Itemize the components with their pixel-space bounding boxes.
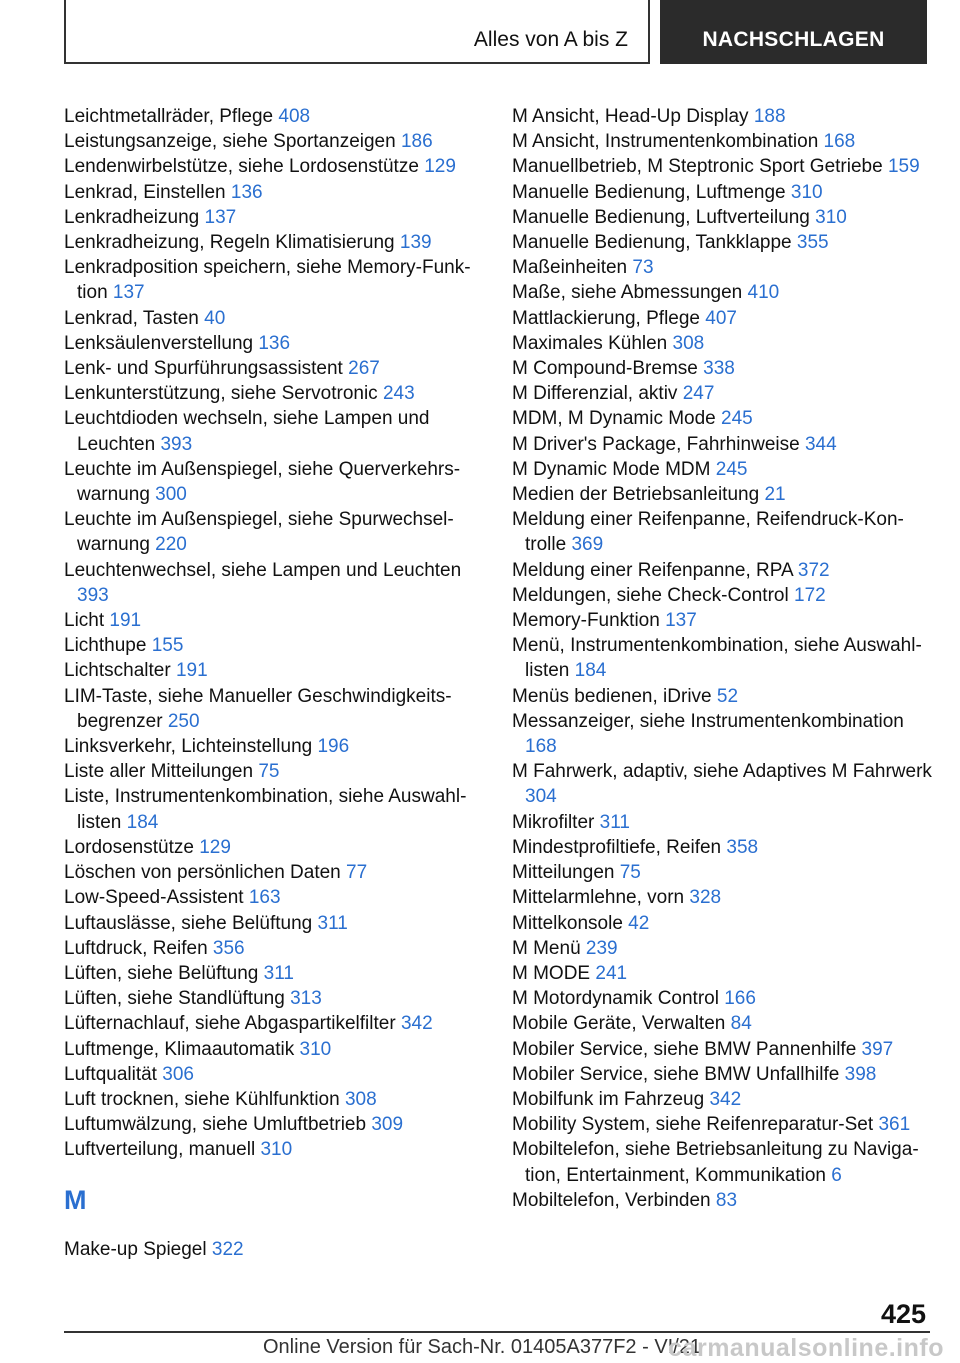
- index-entry: [64, 1087, 484, 1112]
- page-link[interactable]: 137: [665, 610, 697, 632]
- page-link[interactable]: 393: [160, 433, 193, 455]
- index-entry: [512, 1062, 932, 1087]
- index-entry: [64, 759, 484, 784]
- page-link[interactable]: 342: [400, 1013, 433, 1035]
- page-link[interactable]: 239: [585, 937, 618, 959]
- index-entry: [64, 154, 484, 179]
- index-entry: [64, 255, 484, 305]
- index-entry: [512, 936, 932, 961]
- index-entry: [512, 583, 932, 608]
- index-entry: [512, 255, 932, 280]
- page-link[interactable]: 344: [804, 433, 837, 455]
- index-entry: [64, 1011, 484, 1036]
- index-entry: [512, 129, 932, 154]
- index-entry-text: Lenkradheizung: [64, 206, 200, 228]
- page-link[interactable]: 397: [861, 1038, 894, 1060]
- index-entry: [64, 835, 484, 860]
- page-link[interactable]: 308: [344, 1088, 377, 1110]
- page-link[interactable]: 42: [628, 912, 650, 934]
- index-entry-text: Luftmenge, Klimaautomatik: [64, 1038, 295, 1060]
- page-link[interactable]: 310: [815, 206, 847, 228]
- index-entry-text: M Dynamic Mode MDM: [512, 458, 711, 480]
- page-link[interactable]: 313: [290, 988, 322, 1010]
- page-link[interactable]: 247: [682, 383, 715, 405]
- index-entry: [64, 205, 484, 230]
- page-link[interactable]: 322: [211, 1238, 244, 1260]
- index-entry: [64, 1062, 484, 1087]
- index-entry-text: Maßeinheiten: [512, 257, 628, 279]
- index-entry-text: Leuchte im Außenspiegel, siehe Spurwechselwarnung: [64, 509, 454, 556]
- index-entry: [64, 356, 484, 381]
- index-entry: [512, 608, 932, 633]
- index-entry: [512, 457, 932, 482]
- page-link[interactable]: 306: [162, 1063, 194, 1085]
- index-entry-text: Mittelkonsole: [512, 912, 623, 934]
- index-entry: [64, 558, 484, 608]
- page-link[interactable]: 410: [747, 282, 780, 304]
- index-entry: [512, 1037, 932, 1062]
- index-entry: [512, 810, 932, 835]
- page-link[interactable]: 184: [574, 660, 607, 682]
- page-link[interactable]: 75: [619, 862, 641, 884]
- index-entry-text: Leuchtenwechsel, siehe Lampen und Leuchten: [64, 559, 462, 581]
- index-entry-text: M Driver's Package, Fahrhinweise: [512, 433, 800, 455]
- index-entry-text: Lichthupe: [64, 635, 147, 657]
- index-entry-text: Lenkrad, Tasten: [64, 307, 199, 329]
- index-entry: [64, 1237, 484, 1262]
- index-entry-text: Luftverteilung, manuell: [64, 1139, 256, 1161]
- index-entry: [64, 507, 484, 557]
- index-entry-text: Leuchte im Außenspiegel, siehe Querverkehrswarnung: [64, 458, 461, 506]
- page-link[interactable]: 310: [790, 181, 823, 203]
- section-title: Alles von A bis Z: [473, 28, 628, 51]
- index-entry-text: Mobiler Service, siehe BMW Unfallhilfe: [512, 1063, 840, 1085]
- index-entry: [512, 482, 932, 507]
- index-entry-text: M Ansicht, Instrumentenkombination: [512, 131, 819, 153]
- index-entry: [64, 457, 484, 507]
- index-entry-text: M Motordynamik Control: [512, 988, 719, 1010]
- page-link[interactable]: 40: [204, 307, 226, 329]
- page-link[interactable]: 407: [705, 307, 737, 329]
- index-entry-text: Mikrofilter: [512, 811, 595, 833]
- index-entry: [512, 1087, 932, 1112]
- page-link[interactable]: 137: [204, 206, 237, 228]
- index-list-left-m: [64, 1237, 484, 1262]
- page-link[interactable]: 308: [672, 332, 705, 354]
- index-entry: [64, 331, 484, 356]
- index-entry: [512, 885, 932, 910]
- page-link[interactable]: 196: [317, 736, 350, 758]
- index-entry-text: Leuchtdioden wechseln, siehe Lampen und Leuchten: [64, 408, 430, 455]
- page-link[interactable]: 136: [230, 181, 263, 203]
- index-entry-text: Liste, Instrumentenkombination, siehe Auswahllisten: [64, 786, 467, 833]
- index-entry-text: Lenk- und Spurführungsassistent: [64, 358, 343, 380]
- page-link[interactable]: 245: [715, 458, 748, 480]
- index-entry: [512, 180, 932, 205]
- index-entry: [512, 356, 932, 381]
- page-link[interactable]: 311: [263, 962, 294, 984]
- page-link[interactable]: 159: [887, 156, 920, 178]
- page-link[interactable]: 155: [151, 635, 184, 657]
- index-entry-text: Mobiltelefon, Verbinden: [512, 1189, 711, 1211]
- index-entry-text: Make-up Spiegel: [64, 1238, 207, 1260]
- page-link[interactable]: 166: [724, 988, 756, 1010]
- page-link[interactable]: 300: [155, 484, 187, 506]
- index-entry-text: Mobiltelefon, siehe Betriebsanleitung zu Navigation, Entertainment, Kommunikation: [512, 1139, 919, 1186]
- footer-text: Online Version für Sach-Nr. 01405A377F2 - VI/21: [263, 1336, 702, 1358]
- index-entry-text: Manuellbetrieb, M Steptronic Sport Getriebe: [512, 156, 883, 178]
- page-link[interactable]: 191: [109, 610, 142, 632]
- index-entry-text: Löschen von persönlichen Daten: [64, 862, 341, 884]
- header-tab[interactable]: [660, 0, 927, 64]
- index-entry-text: Lichtschalter: [64, 660, 171, 682]
- index-entry-text: Maße, siehe Abmessungen: [512, 282, 743, 304]
- index-entry: [64, 860, 484, 885]
- page-link[interactable]: 220: [155, 534, 187, 556]
- index-entry-text: Messanzeiger, siehe Instrumentenkombination: [512, 710, 904, 732]
- index-entry-text: Licht: [64, 610, 105, 632]
- page-link[interactable]: 393: [77, 584, 109, 606]
- page-link[interactable]: 75: [258, 761, 280, 783]
- page-number: 425: [880, 1299, 926, 1329]
- index-entry: [512, 104, 932, 129]
- page-link[interactable]: 250: [167, 710, 200, 732]
- index-entry: [512, 205, 932, 230]
- index-list-right: [512, 104, 932, 1213]
- index-entry: [64, 306, 484, 331]
- page-link[interactable]: 21: [764, 484, 786, 506]
- page-link[interactable]: 309: [371, 1114, 404, 1136]
- page-link[interactable]: 73: [632, 257, 654, 279]
- page-link[interactable]: 172: [794, 584, 826, 606]
- index-entry-text: Medien der Betriebsanleitung: [512, 484, 760, 506]
- index-entry: [512, 709, 932, 759]
- page-link[interactable]: 310: [299, 1038, 332, 1060]
- index-entry-text: Manuelle Bedienung, Luftmenge: [512, 181, 786, 203]
- index-entry: [64, 230, 484, 255]
- index-entry-text: Lordosenstütze: [64, 836, 194, 858]
- index-entry: [64, 180, 484, 205]
- index-entry: [64, 633, 484, 658]
- page-link[interactable]: 129: [199, 836, 231, 858]
- index-entry: [64, 961, 484, 986]
- index-entry-text: M Menü: [512, 937, 581, 959]
- page-link[interactable]: 338: [703, 358, 735, 380]
- index-entry: [64, 936, 484, 961]
- index-entry: [512, 911, 932, 936]
- page-header: [64, 0, 927, 64]
- page-link[interactable]: 361: [878, 1114, 911, 1136]
- page-link[interactable]: 355: [796, 232, 829, 254]
- index-entry: [512, 432, 932, 457]
- index-entry-text: M Differenzial, aktiv: [512, 383, 678, 405]
- index-entry-text: Manuelle Bedienung, Luftverteilung: [512, 206, 810, 228]
- index-entry-text: Menü, Instrumentenkombination, siehe Auswahllisten: [512, 635, 922, 682]
- index-entry: [64, 885, 484, 910]
- page-link[interactable]: 184: [126, 811, 159, 833]
- index-entry: [512, 961, 932, 986]
- page-link[interactable]: 84: [730, 1013, 752, 1035]
- index-entry-text: Lenkradheizung, Regeln Klimatisierung: [64, 232, 395, 254]
- page-link[interactable]: 304: [525, 786, 557, 808]
- index-entry: [512, 633, 932, 683]
- index-entry: [512, 331, 932, 356]
- page-link[interactable]: 311: [317, 912, 348, 934]
- index-entry-text: Memory-Funktion: [512, 610, 660, 632]
- index-entry-text: Luftdruck, Reifen: [64, 937, 208, 959]
- index-entry-text: M Fahrwerk, adaptiv, siehe Adaptives M Fahrwerk: [512, 761, 932, 783]
- index-entry: [64, 986, 484, 1011]
- page-link[interactable]: 83: [715, 1189, 738, 1211]
- index-entry-text: Lüften, siehe Standlüftung: [64, 988, 285, 1010]
- index-entry: [512, 860, 932, 885]
- page-link[interactable]: 163: [248, 887, 281, 909]
- index-entry-text: Mittelarmlehne, vorn: [512, 887, 685, 909]
- index-entry: [512, 306, 932, 331]
- index-entry: [64, 406, 484, 456]
- index-entry-text: LIM-Taste, siehe Manueller Geschwindigkeitsbegrenzer: [64, 685, 452, 732]
- index-entry: [512, 1188, 932, 1213]
- index-entry: [512, 1011, 932, 1036]
- index-entry-text: Luftqualität: [64, 1063, 157, 1085]
- page-link[interactable]: 358: [726, 836, 759, 858]
- index-entry-text: Mobility System, siehe Reifenreparatur-Set: [512, 1114, 874, 1136]
- tab-label[interactable]: NACHSCHLAGEN: [702, 28, 885, 51]
- index-entry-text: Mobile Geräte, Verwalten: [512, 1013, 726, 1035]
- page-link[interactable]: 369: [571, 534, 604, 556]
- page-link[interactable]: 398: [844, 1063, 877, 1085]
- index-entry: [512, 280, 932, 305]
- index-entry-text: Leichtmetallräder, Pflege: [64, 106, 274, 127]
- footer-divider: [64, 1331, 930, 1333]
- page-link[interactable]: 77: [346, 862, 368, 884]
- index-entry-text: M Ansicht, Head-Up Display: [512, 106, 749, 127]
- index-entry: [64, 784, 484, 834]
- index-entry: [512, 835, 932, 860]
- page-link[interactable]: 191: [175, 660, 208, 682]
- index-entry: [512, 759, 932, 809]
- index-entry-text: Lenksäulenverstellung: [64, 332, 254, 354]
- index-entry: [64, 911, 484, 936]
- index-entry-text: Meldung einer Reifenpanne, Reifendruck-Kontrolle: [512, 509, 904, 556]
- page-link[interactable]: 137: [112, 282, 145, 304]
- index-entry-text: Meldung einer Reifenpanne, RPA: [512, 559, 793, 581]
- index-entry-text: Mitteilungen: [512, 862, 615, 884]
- index-entry: [512, 507, 932, 557]
- index-entry-text: M Compound-Bremse: [512, 358, 698, 380]
- index-entry-text: Linksverkehr, Lichteinstellung: [64, 736, 313, 758]
- index-entry: [512, 1112, 932, 1137]
- page-link[interactable]: 311: [599, 811, 630, 833]
- page-link[interactable]: 168: [525, 736, 557, 758]
- index-entry-text: Mindestprofiltiefe, Reifen: [512, 836, 722, 858]
- index-entry-text: Luftauslässe, siehe Belüftung: [64, 912, 313, 934]
- index-entry-text: Lüfternachlauf, siehe Abgaspartikelfilter: [64, 1013, 396, 1035]
- page-link[interactable]: 372: [797, 559, 830, 581]
- page-link[interactable]: 342: [709, 1088, 742, 1110]
- index-entry: [64, 608, 484, 633]
- index-entry: [512, 684, 932, 709]
- index-entry: [512, 230, 932, 255]
- index-entry-text: Menüs bedienen, iDrive: [512, 685, 712, 707]
- index-entry-text: Liste aller Mitteilungen: [64, 761, 254, 783]
- index-entry-text: Luftumwälzung, siehe Umluftbetrieb: [64, 1114, 367, 1136]
- index-entry: [64, 381, 484, 406]
- index-entry-text: Lüften, siehe Belüftung: [64, 962, 259, 984]
- index-entry-text: Mobiler Service, siehe BMW Pannenhilfe: [512, 1038, 857, 1060]
- index-entry-text: Mattlackierung, Pflege: [512, 307, 700, 329]
- index-entry-text: Leistungsanzeige, siehe Sportanzeigen: [64, 131, 396, 153]
- page-link[interactable]: 328: [689, 887, 722, 909]
- page-link[interactable]: 408: [278, 106, 311, 127]
- index-entry-text: Lendenwirbelstütze, siehe Lordosenstütze: [64, 156, 419, 178]
- index-entry-text: Lenkrad, Einstellen: [64, 181, 226, 203]
- index-entry-text: MDM, M Dynamic Mode: [512, 408, 716, 430]
- index-entry-text: Manuelle Bedienung, Tankklappe: [512, 232, 792, 254]
- index-entry: [64, 684, 484, 734]
- index-entry: [64, 1037, 484, 1062]
- index-entry-text: Lenkradposition speichern, siehe Memory-Funktion: [64, 257, 471, 304]
- page-link[interactable]: 188: [753, 106, 786, 127]
- page-link[interactable]: 136: [258, 332, 291, 354]
- index-entry-text: Meldungen, siehe Check-Control: [512, 584, 789, 606]
- index-entry: [512, 558, 932, 583]
- page-link[interactable]: 310: [260, 1139, 293, 1161]
- page-link[interactable]: 356: [212, 937, 245, 959]
- index-entry: [512, 406, 932, 431]
- page-link[interactable]: 243: [382, 383, 415, 405]
- watermark: carmanualsonline.info: [668, 1334, 944, 1362]
- section-letter: M: [64, 1184, 87, 1215]
- page-link[interactable]: 245: [721, 408, 753, 430]
- index-list-left: [64, 104, 484, 1163]
- page-link[interactable]: 168: [823, 131, 856, 153]
- index-entry: [512, 154, 932, 179]
- page-link[interactable]: 186: [400, 131, 433, 153]
- index-entry: [512, 986, 932, 1011]
- index-entry: [64, 104, 484, 129]
- index-column-right: [512, 104, 932, 1213]
- index-entry-text: Mobilfunk im Fahrzeug: [512, 1088, 705, 1110]
- index-entry-text: Maximales Kühlen: [512, 332, 668, 354]
- index-entry-text: Lenkunterstützung, siehe Servotronic: [64, 383, 378, 405]
- page-link[interactable]: 139: [399, 232, 432, 254]
- header-section-box: [64, 0, 650, 64]
- page-link[interactable]: 6: [831, 1164, 842, 1186]
- index-column-left: [64, 104, 484, 1262]
- index-entry: [512, 1137, 932, 1187]
- index-entry-text: Luft trocknen, siehe Kühlfunktion: [64, 1088, 340, 1110]
- index-entry: [64, 734, 484, 759]
- index-entry-text: M MODE: [512, 962, 591, 984]
- page-link[interactable]: 129: [424, 156, 456, 178]
- page-link[interactable]: 241: [595, 962, 628, 984]
- page-link[interactable]: 267: [348, 358, 380, 380]
- index-entry: [64, 1137, 484, 1162]
- page-link[interactable]: 52: [716, 685, 739, 707]
- index-entry: [64, 1112, 484, 1137]
- index-entry: [64, 658, 484, 683]
- index-entry: [64, 129, 484, 154]
- index-entry-text: Low-Speed-Assistent: [64, 887, 244, 909]
- index-entry: [512, 381, 932, 406]
